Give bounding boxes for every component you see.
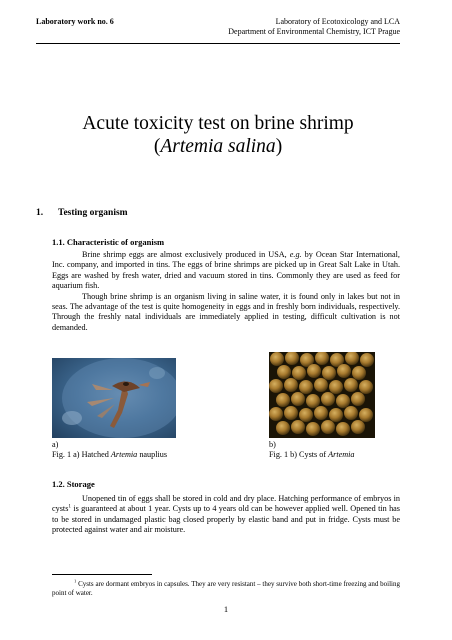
subsection-heading-characteristic: 1.1. Characteristic of organism: [52, 237, 165, 247]
title-line-1: Acute toxicity test on brine shrimp: [82, 113, 354, 134]
footnote-rule: [52, 574, 152, 575]
header-lab-name: Laboratory of Ecotoxicology and LCA: [275, 17, 400, 26]
section-heading-testing-organism: [36, 208, 128, 218]
figure-a-caption: Fig. 1 a) Hatched Artemia nauplius: [52, 450, 168, 459]
footnote: [52, 580, 400, 598]
section-title: Testing organism: [58, 208, 128, 218]
figure-nauplius-image: [52, 358, 176, 438]
subsection-heading-storage: 1.2. Storage: [52, 479, 95, 489]
figure-b-caption: Fig. 1 b) Cysts of Artemia: [269, 450, 355, 459]
header-department: [228, 17, 400, 37]
characteristic-text: [52, 250, 400, 333]
figure-a-label: a): [52, 440, 59, 449]
title-line-2: [36, 135, 400, 158]
caption-genus: Artemia: [328, 450, 355, 459]
section-number: 1.: [36, 208, 44, 218]
title-paren-close: ): [275, 136, 283, 157]
footnote-text: $^1$ Cysts are dormant embryos in capsules. They are very resistant – they survive both short-time freezing and boiling point of water.: [52, 578, 400, 597]
nauplius-illustration: [52, 358, 176, 438]
header-lab-work: Laboratory work no. 6: [36, 17, 114, 26]
page-header: [36, 17, 400, 41]
paragraph-saline: Though brine shrimp is an organism living in saline water, it is found only in lakes but not in seas. The advantage of the test is quite homogeneity in eggs and in freshly born individuals, respectively. Through the freshly natal individuals are immediately applied in testing, difficult cultivation is not demanded.: [52, 291, 400, 332]
footnote-ref[interactable]: 1: [68, 503, 72, 510]
eg-abbrev: e.g.: [289, 250, 302, 259]
caption-genus: Artemia: [110, 450, 138, 459]
figure-cysts-image: [269, 352, 375, 438]
paragraph-storage: Unopened tin of eggs shall be stored in cold and dry place. Hatching performance of embryos in cysts$^1$ is guaranteed at about 1 year. Cysts up to 4 years old can be however applied well. Opened tin has to be stored in undamaged plastic bag closed properly by elastic band and put in fridge. Cysts must be protected against water and air moisture.: [52, 494, 400, 535]
title-species: Artemia salina: [160, 136, 276, 157]
cysts-illustration: [269, 352, 375, 438]
header-rule: [36, 43, 400, 44]
page-number: 1: [223, 604, 229, 614]
footnote-marker: 1: [74, 578, 77, 584]
figure-b-label: b): [269, 440, 276, 449]
title-paren-open: (: [153, 136, 161, 157]
paragraph-eggs: Brine shrimp eggs are almost exclusively produced in USA, e.g. by Ocean Star International, Inc. company, and imported in tins. The eggs of brine shrimps are picked up in Great Salt Lake in Utah. Eggs are washed by fresh water, dried and vacuum stored in tins. Commonly they are used as feed for aquarium fish.: [52, 250, 400, 291]
header-dept-name: Department of Environmental Chemistry, ICT Prague: [228, 27, 400, 36]
storage-text: [52, 494, 400, 536]
document-title: [36, 112, 400, 158]
